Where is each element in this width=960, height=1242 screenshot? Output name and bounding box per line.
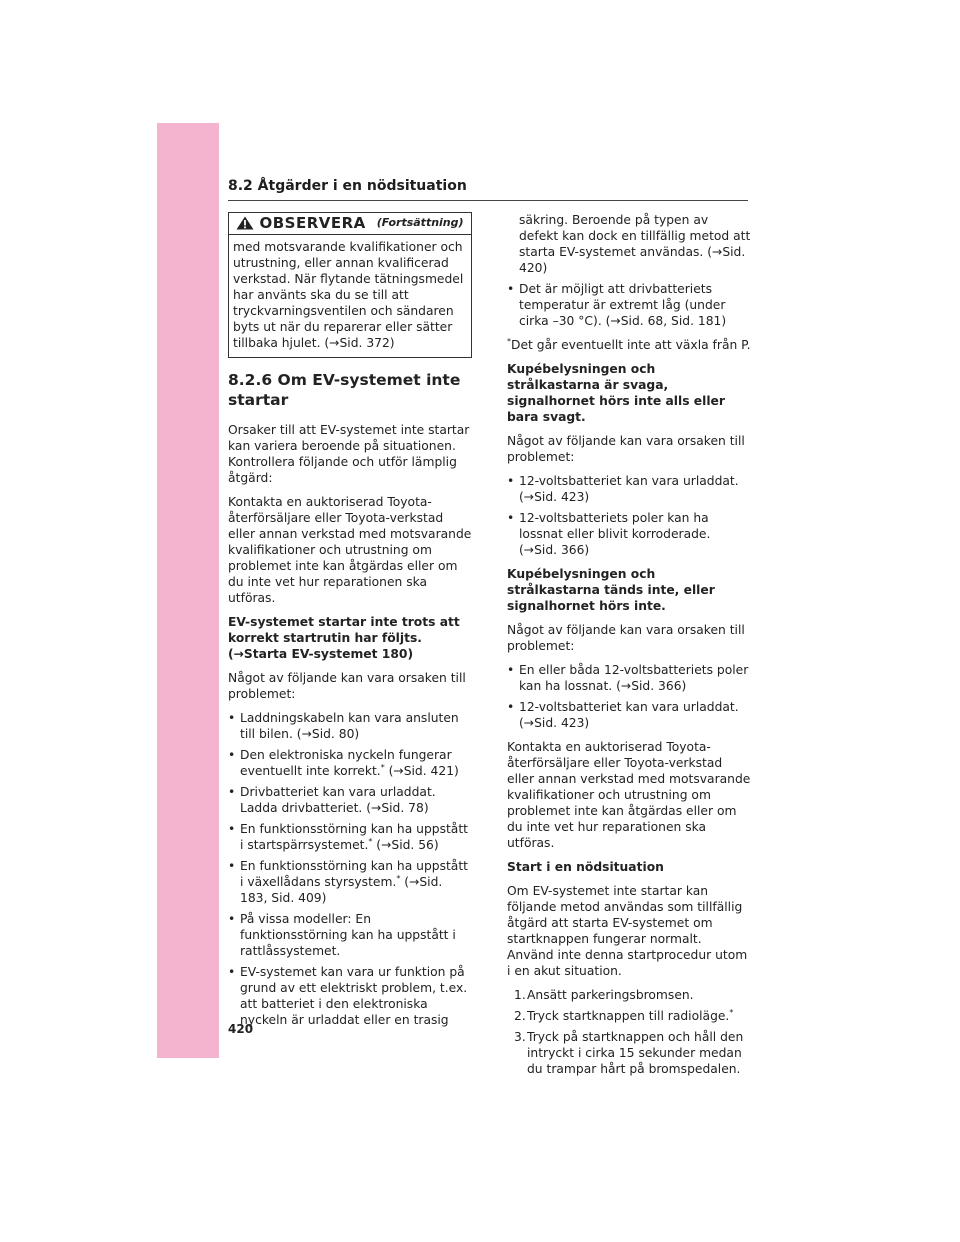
case2-list — [507, 473, 751, 558]
footnote: *Det går eventuellt inte att växla från P. — [507, 336, 751, 352]
header-rule — [228, 200, 748, 201]
list-item: • En funktionsstörning kan ha uppstått i startspärrsystemet.* (→Sid. 56) — [228, 822, 468, 852]
list-item: • 12-voltsbatteriet kan vara urladdat. (→Sid. 423) — [507, 474, 739, 504]
notice-header — [229, 213, 471, 235]
section-intro: Orsaker till att EV-systemet inte startar kan variera beroende på situationen. Kontrollera följande och utför lämplig åtgärd: — [228, 423, 470, 485]
case1-list-continued — [507, 212, 751, 329]
section-title: 8.2.6 Om EV-systemet inte startar — [228, 371, 461, 409]
list-item: • Drivbatteriet kan vara urladdat. Ladda drivbatteriet. (→Sid. 78) — [228, 785, 436, 815]
list-item: • En funktionsstörning kan ha uppstått i växellådans styrsystem.* (→Sid. 183, Sid. 409) — [228, 859, 468, 905]
warning-triangle-icon — [236, 216, 254, 230]
list-item: • EV-systemet kan vara ur funktion på grund av ett elektriskt problem, t.ex. att batteriet i den elektroniska nyckeln är urladdat eller en trasig — [228, 965, 468, 1027]
list-item: • 12-voltsbatteriets poler kan ha lossnat eller blivit korroderade. (→Sid. 366) — [507, 511, 711, 557]
case1-heading: EV-systemet startar inte trots att korrekt startrutin har följts. (→Starta EV-systemet 180) — [228, 615, 460, 661]
case1-list — [228, 710, 472, 1028]
emergency-steps — [507, 987, 751, 1077]
case3-lead: Något av följande kan vara orsaken till problemet: — [507, 623, 745, 653]
section-contact: Kontakta en auktoriserad Toyota-återförsäljare eller Toyota-verkstad eller annan verkstad med motsvarande kvalifikationer och utrustning om problemet inte kan åtgärdas eller om du inte vet hur reparationen ska utföras. — [228, 495, 472, 605]
step-item: 1. Ansätt parkeringsbromsen. — [514, 988, 694, 1002]
right-column — [507, 212, 751, 1082]
notice-box — [228, 212, 472, 358]
list-item: • Det är möjligt att drivbatteriets temperatur är extremt låg (under cirka –30 °C). (→Sid. 68, Sid. 181) — [507, 282, 727, 328]
list-item: • En eller båda 12-voltsbatteriets poler kan ha lossnat. (→Sid. 366) — [507, 663, 749, 693]
page-header: 8.2 Åtgärder i en nödsituation — [228, 178, 467, 194]
case3-contact: Kontakta en auktoriserad Toyota-återförsäljare eller Toyota-verkstad eller annan verkstad med motsvarande kvalifikationer och utrustning om problemet inte kan åtgärdas eller om du inte vet hur reparationen ska utföras. — [507, 740, 751, 850]
list-item: • På vissa modeller: En funktionsstörning kan ha uppstått i rattlåssystemet. — [228, 912, 456, 958]
case2-lead: Något av följande kan vara orsaken till problemet: — [507, 434, 745, 464]
list-item: • 12-voltsbatteriet kan vara urladdat. (→Sid. 423) — [507, 700, 739, 730]
case3-heading: Kupébelysningen och strålkastarna tänds inte, eller signalhornet hörs inte. — [507, 567, 715, 613]
list-item: • Den elektroniska nyckeln fungerar eventuellt inte korrekt.* (→Sid. 421) — [228, 748, 459, 778]
list-item: • Laddningskabeln kan vara ansluten till bilen. (→Sid. 80) — [228, 711, 459, 741]
case1-lead: Något av följande kan vara orsaken till problemet: — [228, 671, 466, 701]
step-item: 2. Tryck startknappen till radioläge.* — [514, 1007, 734, 1023]
emergency-heading: Start i en nödsituation — [507, 860, 664, 874]
left-column — [228, 212, 472, 1036]
chapter-tab-strip — [157, 123, 219, 1058]
page-number: 420 — [228, 1022, 254, 1036]
case2-heading: Kupébelysningen och strålkastarna är svaga, signalhornet hörs inte alls eller bara svagt. — [507, 362, 725, 424]
notice-body: med motsvarande kvalifikationer och utrustning, eller annan kvalificerad verkstad. När flytande tätningsmedel har använts ska du se till att tryckvarningsventilen och sändaren byts ut när du reparerar eller sätter tillbaka hjulet. (→Sid. 372) — [233, 240, 464, 350]
emergency-intro: Om EV-systemet inte startar kan följande metod användas som tillfällig åtgärd att starta EV-systemet om startknappen fungerar normalt. Använd inte denna startprocedur utom i en akut situation. — [507, 884, 748, 978]
notice-title: OBSERVERA — [259, 214, 366, 232]
notice-continued: (Fortsättning) — [376, 216, 464, 229]
step-item: 3. Tryck på startknappen och håll den intryckt i cirka 15 sekunder medan du trampar hårt på bromspedalen. — [514, 1030, 744, 1076]
list-item-continuation: säkring. Beroende på typen av defekt kan dock en tillfällig metod att starta EV-systemet användas. (→Sid. 420) — [519, 213, 751, 275]
case3-list — [507, 662, 751, 731]
